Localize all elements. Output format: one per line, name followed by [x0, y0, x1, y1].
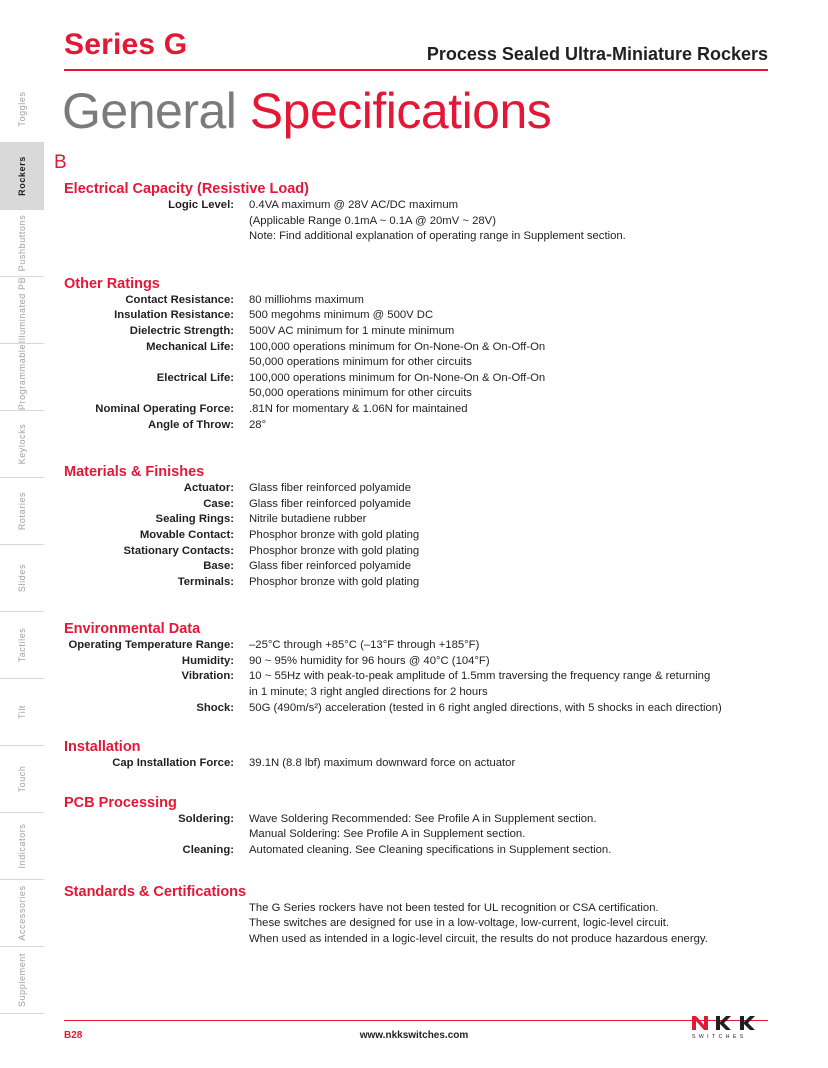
sidebar-tab-toggles[interactable] [0, 76, 44, 143]
spec-values [249, 402, 774, 418]
spec-values [249, 340, 774, 371]
spec-label: Cleaning: [182, 844, 234, 857]
sidebar-nav [0, 76, 44, 1014]
spec-value-line: 90 ~ 95% humidity for 96 hours @ 40°C (104°F) [249, 654, 490, 667]
sidebar-tab-illuminated-pb[interactable] [0, 277, 44, 344]
spec-values [249, 701, 774, 717]
spec-value-line: Manual Soldering: See Profile A in Supplement section. [249, 828, 526, 841]
spec-value-line: .81N for momentary & 1.06N for maintained [249, 402, 468, 415]
spec-values [249, 512, 774, 528]
sidebar-tab-touch[interactable] [0, 746, 44, 813]
spec-row [64, 843, 774, 859]
spec-section [64, 738, 774, 772]
spec-values [249, 756, 774, 772]
section-title: Installation [64, 739, 141, 756]
section-title: Other Ratings [64, 275, 160, 292]
spec-values [249, 638, 774, 654]
spec-value-line: Phosphor bronze with gold plating [249, 528, 420, 541]
sidebar-tab-label: Tactiles [17, 627, 27, 663]
spec-value-line: Phosphor bronze with gold plating [249, 575, 420, 588]
spec-label: Nominal Operating Force: [95, 402, 234, 415]
spec-row [64, 812, 774, 843]
spec-label: Base: [203, 560, 234, 573]
spec-value-line: Glass fiber reinforced polyamide [249, 482, 411, 495]
spec-label: Sealing Rings: [155, 513, 234, 526]
spec-values [249, 559, 774, 575]
spec-values [249, 198, 774, 245]
sidebar-tab-indicators[interactable] [0, 813, 44, 880]
spec-label: Movable Contact: [139, 528, 234, 541]
spec-row [64, 293, 774, 309]
spec-row [64, 324, 774, 340]
spec-label [64, 901, 249, 948]
spec-value-line: –25°C through +85°C (–13°F through +185°F) [249, 639, 480, 652]
page-title [62, 82, 551, 140]
sidebar-tab-rockers[interactable] [0, 143, 44, 210]
spec-section [64, 180, 774, 245]
spec-row [64, 701, 774, 717]
spec-value-line: Phosphor bronze with gold plating [249, 544, 420, 557]
spec-values [249, 497, 774, 513]
spec-row [64, 340, 774, 371]
spec-section [64, 794, 774, 859]
spec-label: Humidity: [181, 654, 234, 667]
spec-value-line: 50,000 operations minimum for other circuits [249, 387, 472, 400]
page-title-part1: General [62, 83, 237, 139]
spec-value-line: 80 milliohms maximum [249, 293, 364, 306]
spec-row [64, 198, 774, 245]
page-number: B28 [64, 1030, 83, 1041]
sidebar-tab-rotaries[interactable] [0, 478, 44, 545]
section-title: Materials & Finishes [64, 464, 205, 481]
spec-label: Electrical Life: [156, 371, 234, 384]
spec-value-line: The G Series rockers have not been tested for UL recognition or CSA certification. [249, 901, 659, 914]
spec-label: Mechanical Life: [146, 340, 234, 353]
nkk-logo [688, 1014, 768, 1045]
spec-value-line: Automated cleaning. See Cleaning specifications in Supplement section. [249, 844, 612, 857]
sidebar-tab-label: Illuminated PB [17, 276, 27, 344]
spec-value-line: 50G (490m/s²) acceleration (tested in 6 right angled directions, with 5 shocks in each direction) [249, 701, 722, 714]
sidebar-tab-label: Keylocks [17, 423, 27, 465]
spec-label: Dielectric Strength: [129, 324, 234, 337]
spec-label: Vibration: [181, 670, 234, 683]
section-title: Environmental Data [64, 621, 201, 638]
spec-label: Cap Installation Force: [112, 757, 234, 770]
spec-row [64, 371, 774, 402]
spec-row [64, 308, 774, 324]
spec-value-line: When used as intended in a logic-level circuit, the results do not produce hazardous energy. [249, 932, 708, 945]
spec-value-line: 500V AC minimum for 1 minute minimum [249, 324, 455, 337]
spec-label: Logic Level: [168, 199, 234, 211]
spec-label: Soldering: [178, 812, 234, 825]
spec-values [249, 669, 774, 700]
sidebar-tab-label: Toggles [17, 91, 27, 127]
spec-section [64, 275, 774, 433]
footer-url[interactable]: www.nkkswitches.com [359, 1030, 469, 1041]
spec-section [64, 883, 774, 948]
spec-values [249, 654, 774, 670]
sidebar-tab-label: Slides [17, 563, 27, 593]
spec-label: Contact Resistance: [125, 293, 234, 306]
sidebar-tab-supplement[interactable] [0, 947, 44, 1014]
spec-row [64, 481, 774, 497]
spec-values [249, 544, 774, 560]
spec-value-line: 50,000 operations minimum for other circuits [249, 356, 472, 369]
spec-label: Stationary Contacts: [123, 544, 234, 557]
spec-row [64, 654, 774, 670]
spec-value-line: 100,000 operations minimum for On-None-On & On-Off-On [249, 371, 546, 384]
spec-row [64, 575, 774, 591]
spec-row [64, 638, 774, 654]
spec-values [249, 843, 774, 859]
spec-value-line: 100,000 operations minimum for On-None-On & On-Off-On [249, 340, 546, 353]
spec-content [64, 180, 774, 947]
spec-label: Terminals: [177, 575, 234, 588]
sidebar-tab-label: Accessories [17, 885, 27, 941]
nkk-logo-icon [688, 1014, 768, 1040]
sidebar-tab-label: Rotaries [17, 491, 27, 531]
sidebar-tab-pushbuttons[interactable] [0, 210, 44, 277]
spec-section [64, 463, 774, 590]
spec-values [249, 575, 774, 591]
spec-row [64, 901, 774, 948]
spec-label: Actuator: [183, 482, 234, 495]
spec-row [64, 756, 774, 772]
sidebar-tab-label: Touch [17, 765, 27, 793]
sidebar-tab-label: Rockers [17, 156, 27, 196]
spec-value-line: in 1 minute; 3 right angled directions for 2 hours [249, 686, 488, 699]
spec-label: Operating Temperature Range: [68, 639, 234, 652]
section-title: Standards & Certifications [64, 883, 247, 900]
sidebar-tab-keylocks[interactable] [0, 411, 44, 478]
spec-values [249, 901, 774, 948]
spec-value-line: Glass fiber reinforced polyamide [249, 497, 411, 510]
sidebar-tab-label: Supplement [17, 952, 27, 1008]
sidebar-tab-programmable[interactable] [0, 344, 44, 411]
sidebar-tab-label: Programmable [17, 343, 27, 411]
spec-value-line: Nitrile butadiene rubber [249, 513, 367, 526]
sidebar-tab-label: Tilt [17, 704, 27, 720]
header-rule [64, 69, 768, 71]
spec-values [249, 418, 774, 434]
spec-value-line: Glass fiber reinforced polyamide [249, 560, 411, 573]
spec-value-line: 39.1N (8.8 lbf) maximum downward force on actuator [249, 757, 516, 770]
section-title: PCB Processing [64, 794, 177, 811]
spec-section [64, 620, 774, 716]
spec-value-line: 10 ~ 55Hz with peak-to-peak amplitude of 1.5mm traversing the frequency range & returning [249, 670, 711, 683]
sidebar-tab-tactiles[interactable] [0, 612, 44, 679]
spec-row [64, 497, 774, 513]
spec-label: Shock: [196, 701, 234, 714]
spec-row [64, 559, 774, 575]
spec-values [249, 481, 774, 497]
series-title: Series G [64, 28, 188, 61]
spec-value-line: These switches are designed for use in a low-voltage, low-current, logic-level circuit. [249, 917, 670, 930]
spec-label: Angle of Throw: [148, 418, 234, 431]
spec-label: Insulation Resistance: [114, 309, 234, 322]
sidebar-tab-accessories[interactable] [0, 880, 44, 947]
sidebar-tab-label: Indicators [17, 823, 27, 869]
spec-values [249, 528, 774, 544]
spec-value-line: 500 megohms minimum @ 500V DC [249, 309, 434, 322]
section-letter: B [54, 152, 67, 173]
spec-row [64, 528, 774, 544]
spec-row [64, 544, 774, 560]
spec-row [64, 402, 774, 418]
spec-values [249, 371, 774, 402]
sidebar-tab-tilt[interactable] [0, 679, 44, 746]
logo-subtext: SWITCHES [692, 1034, 747, 1040]
series-subtitle: Process Sealed Ultra-Miniature Rockers [426, 44, 768, 64]
spec-value-line: Note: Find additional explanation of operating range in Supplement section. [249, 230, 626, 243]
spec-value-line: 0.4VA maximum @ 28V AC/DC maximum [249, 199, 459, 211]
spec-values [249, 812, 774, 843]
spec-values [249, 324, 774, 340]
spec-values [249, 293, 774, 309]
footer-rule [64, 1020, 768, 1021]
spec-values [249, 308, 774, 324]
spec-row [64, 418, 774, 434]
page-title-part2: Specifications [249, 83, 552, 139]
spec-value-line: Wave Soldering Recommended: See Profile A in Supplement section. [249, 812, 597, 825]
section-title: Electrical Capacity (Resistive Load) [64, 181, 309, 197]
spec-value-line: 28° [249, 418, 267, 431]
sidebar-tab-slides[interactable] [0, 545, 44, 612]
spec-value-line: (Applicable Range 0.1mA ~ 0.1A @ 20mV ~ 28V) [249, 214, 496, 227]
spec-row [64, 669, 774, 700]
spec-row [64, 512, 774, 528]
sidebar-tab-label: Pushbuttons [17, 214, 27, 272]
spec-label: Case: [203, 497, 234, 510]
